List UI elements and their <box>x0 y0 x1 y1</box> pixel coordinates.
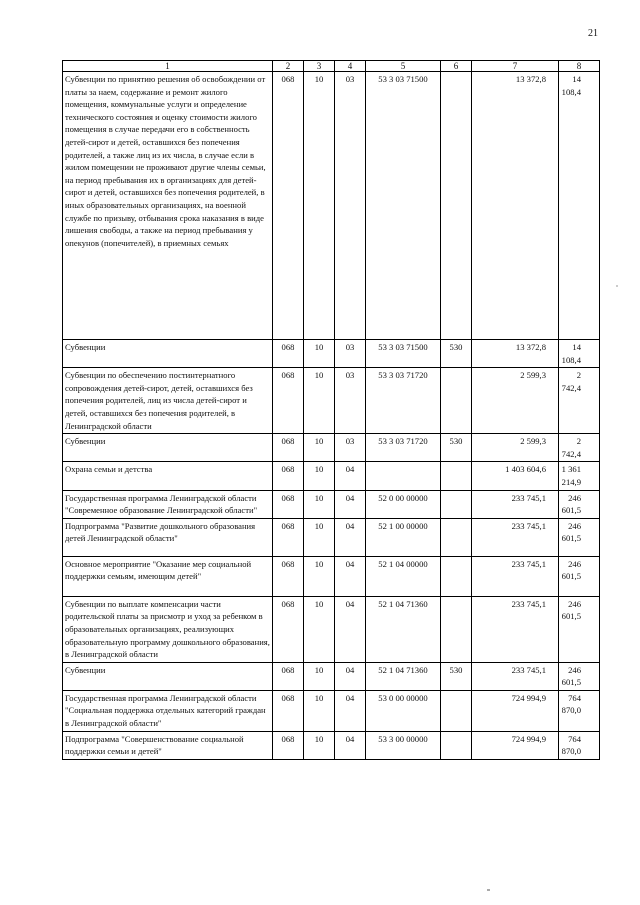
cell-section: 10 <box>304 690 335 731</box>
row-name: Субвенции <box>63 340 273 368</box>
cell-target-code: 52 1 04 71360 <box>366 596 441 662</box>
cell-amount-1: 233 745,1 <box>472 490 559 518</box>
row-name: Государственная программа Ленинградской области "Современное образование Ленинградской области" <box>63 490 273 518</box>
cell-admin-code: 068 <box>273 490 304 518</box>
cell-amount-1: 13 372,8 <box>472 72 559 340</box>
table-row <box>63 518 600 556</box>
cell-admin-code: 068 <box>273 462 304 490</box>
cell-subsection: 04 <box>335 462 366 490</box>
cell-subsection: 03 <box>335 72 366 340</box>
cell-target-code: 53 0 00 00000 <box>366 690 441 731</box>
table-row <box>63 72 600 340</box>
cell-subsection: 04 <box>335 556 366 596</box>
cell-amount-1: 13 372,8 <box>472 340 559 368</box>
cell-amount-2: 14 108,4 <box>559 340 600 368</box>
cell-admin-code: 068 <box>273 556 304 596</box>
table-row <box>63 690 600 731</box>
table-row <box>63 434 600 462</box>
cell-admin-code: 068 <box>273 518 304 556</box>
scan-speck <box>487 889 490 891</box>
cell-expense-type: 530 <box>441 434 472 462</box>
cell-expense-type <box>441 690 472 731</box>
cell-subsection: 04 <box>335 490 366 518</box>
cell-amount-1: 724 994,9 <box>472 690 559 731</box>
cell-subsection: 04 <box>335 690 366 731</box>
budget-table <box>62 60 600 760</box>
cell-amount-2: 764 870,0 <box>559 690 600 731</box>
cell-amount-2: 14 108,4 <box>559 72 600 340</box>
cell-expense-type <box>441 596 472 662</box>
row-name: Основное мероприятие "Оказание мер социальной поддержки семьям, имеющим детей" <box>63 556 273 596</box>
cell-amount-2: 2 742,4 <box>559 434 600 462</box>
cell-section: 10 <box>304 556 335 596</box>
column-header: 3 <box>304 61 335 72</box>
cell-target-code: 52 0 00 00000 <box>366 490 441 518</box>
cell-admin-code: 068 <box>273 72 304 340</box>
cell-section: 10 <box>304 368 335 434</box>
cell-section: 10 <box>304 434 335 462</box>
cell-section: 10 <box>304 72 335 340</box>
table-row <box>63 731 600 759</box>
cell-subsection: 04 <box>335 731 366 759</box>
row-name: Субвенции по принятию решения об освобождении от платы за наем, содержание и ремонт жилого помещения, коммунальные услуги и определение технического состояния и оценку стоимости жилого помещения в случае передачи его в собственность детей-сирот и детей, оставшихся без попечения родителей, а также лиц из их числа, в случае если в жилом помещении не проживают другие члены семьи, на период пребывания их в организациях для детей-сирот и детей, оставшихся без попечения родителей, в иных образовательных организациях, на военной службе по призыву, отбывания срока наказания в виде лишения свободы, а также на период пребывания у опекунов (попечителей), в приемных семьях <box>63 72 273 340</box>
row-name: Государственная программа Ленинградской области "Социальная поддержка отдельных категорий граждан в Ленинградской области" <box>63 690 273 731</box>
table-row <box>63 596 600 662</box>
cell-admin-code: 068 <box>273 368 304 434</box>
row-name: Субвенции по выплате компенсации части родительской платы за присмотр и уход за ребенком в образовательных организациях, реализующих образовательную программу дошкольного образования, в Ленинградской области <box>63 596 273 662</box>
cell-target-code: 53 3 03 71500 <box>366 72 441 340</box>
cell-admin-code: 068 <box>273 731 304 759</box>
scan-speck <box>616 285 618 287</box>
column-header: 6 <box>441 61 472 72</box>
cell-section: 10 <box>304 490 335 518</box>
cell-amount-1: 724 994,9 <box>472 731 559 759</box>
cell-target-code: 52 1 04 00000 <box>366 556 441 596</box>
cell-expense-type: 530 <box>441 662 472 690</box>
column-header: 8 <box>559 61 600 72</box>
column-header: 1 <box>63 61 273 72</box>
cell-section: 10 <box>304 731 335 759</box>
table-row <box>63 662 600 690</box>
table-row <box>63 368 600 434</box>
row-name: Подпрограмма "Развитие дошкольного образования детей Ленинградской области" <box>63 518 273 556</box>
table-row <box>63 462 600 490</box>
cell-expense-type: 530 <box>441 340 472 368</box>
page-number: 21 <box>588 28 598 39</box>
cell-expense-type <box>441 518 472 556</box>
cell-admin-code: 068 <box>273 662 304 690</box>
cell-amount-2: 246 601,5 <box>559 518 600 556</box>
cell-target-code <box>366 462 441 490</box>
cell-target-code: 53 3 03 71720 <box>366 434 441 462</box>
cell-subsection: 04 <box>335 596 366 662</box>
cell-section: 10 <box>304 518 335 556</box>
column-header: 5 <box>366 61 441 72</box>
column-header: 7 <box>472 61 559 72</box>
cell-subsection: 03 <box>335 434 366 462</box>
cell-target-code: 52 1 04 71360 <box>366 662 441 690</box>
cell-amount-2: 2 742,4 <box>559 368 600 434</box>
cell-expense-type <box>441 368 472 434</box>
cell-expense-type <box>441 72 472 340</box>
row-name: Субвенции <box>63 434 273 462</box>
cell-target-code: 52 1 00 00000 <box>366 518 441 556</box>
cell-admin-code: 068 <box>273 690 304 731</box>
row-name: Охрана семьи и детства <box>63 462 273 490</box>
cell-target-code: 53 3 03 71720 <box>366 368 441 434</box>
cell-amount-1: 2 599,3 <box>472 368 559 434</box>
cell-expense-type <box>441 731 472 759</box>
cell-section: 10 <box>304 462 335 490</box>
cell-amount-2: 764 870,0 <box>559 731 600 759</box>
column-header: 4 <box>335 61 366 72</box>
row-name: Субвенции по обеспечению постинтернатного сопровождения детей-сирот, детей, оставшихся без попечения родителей, лиц из числа детей-сирот и детей, оставшихся без попечения родителей, в Ленинградской области <box>63 368 273 434</box>
table-header-row <box>63 61 600 72</box>
cell-amount-1: 1 403 604,6 <box>472 462 559 490</box>
cell-admin-code: 068 <box>273 596 304 662</box>
row-name: Субвенции <box>63 662 273 690</box>
cell-section: 10 <box>304 662 335 690</box>
row-name: Подпрограмма "Совершенствование социальной поддержки семьи и детей" <box>63 731 273 759</box>
cell-amount-2: 1 361 214,9 <box>559 462 600 490</box>
cell-admin-code: 068 <box>273 434 304 462</box>
cell-expense-type <box>441 462 472 490</box>
cell-subsection: 04 <box>335 518 366 556</box>
cell-amount-2: 246 601,5 <box>559 490 600 518</box>
column-header: 2 <box>273 61 304 72</box>
cell-expense-type <box>441 556 472 596</box>
cell-section: 10 <box>304 340 335 368</box>
cell-amount-1: 233 745,1 <box>472 596 559 662</box>
cell-amount-1: 233 745,1 <box>472 662 559 690</box>
cell-amount-1: 233 745,1 <box>472 556 559 596</box>
cell-amount-2: 246 601,5 <box>559 662 600 690</box>
table-row <box>63 490 600 518</box>
cell-subsection: 04 <box>335 662 366 690</box>
cell-amount-1: 233 745,1 <box>472 518 559 556</box>
table-row <box>63 340 600 368</box>
cell-amount-2: 246 601,5 <box>559 556 600 596</box>
cell-amount-2: 246 601,5 <box>559 596 600 662</box>
cell-subsection: 03 <box>335 340 366 368</box>
cell-amount-1: 2 599,3 <box>472 434 559 462</box>
cell-section: 10 <box>304 596 335 662</box>
table-row <box>63 556 600 596</box>
cell-target-code: 53 3 03 71500 <box>366 340 441 368</box>
cell-expense-type <box>441 490 472 518</box>
cell-admin-code: 068 <box>273 340 304 368</box>
cell-target-code: 53 3 00 00000 <box>366 731 441 759</box>
cell-subsection: 03 <box>335 368 366 434</box>
